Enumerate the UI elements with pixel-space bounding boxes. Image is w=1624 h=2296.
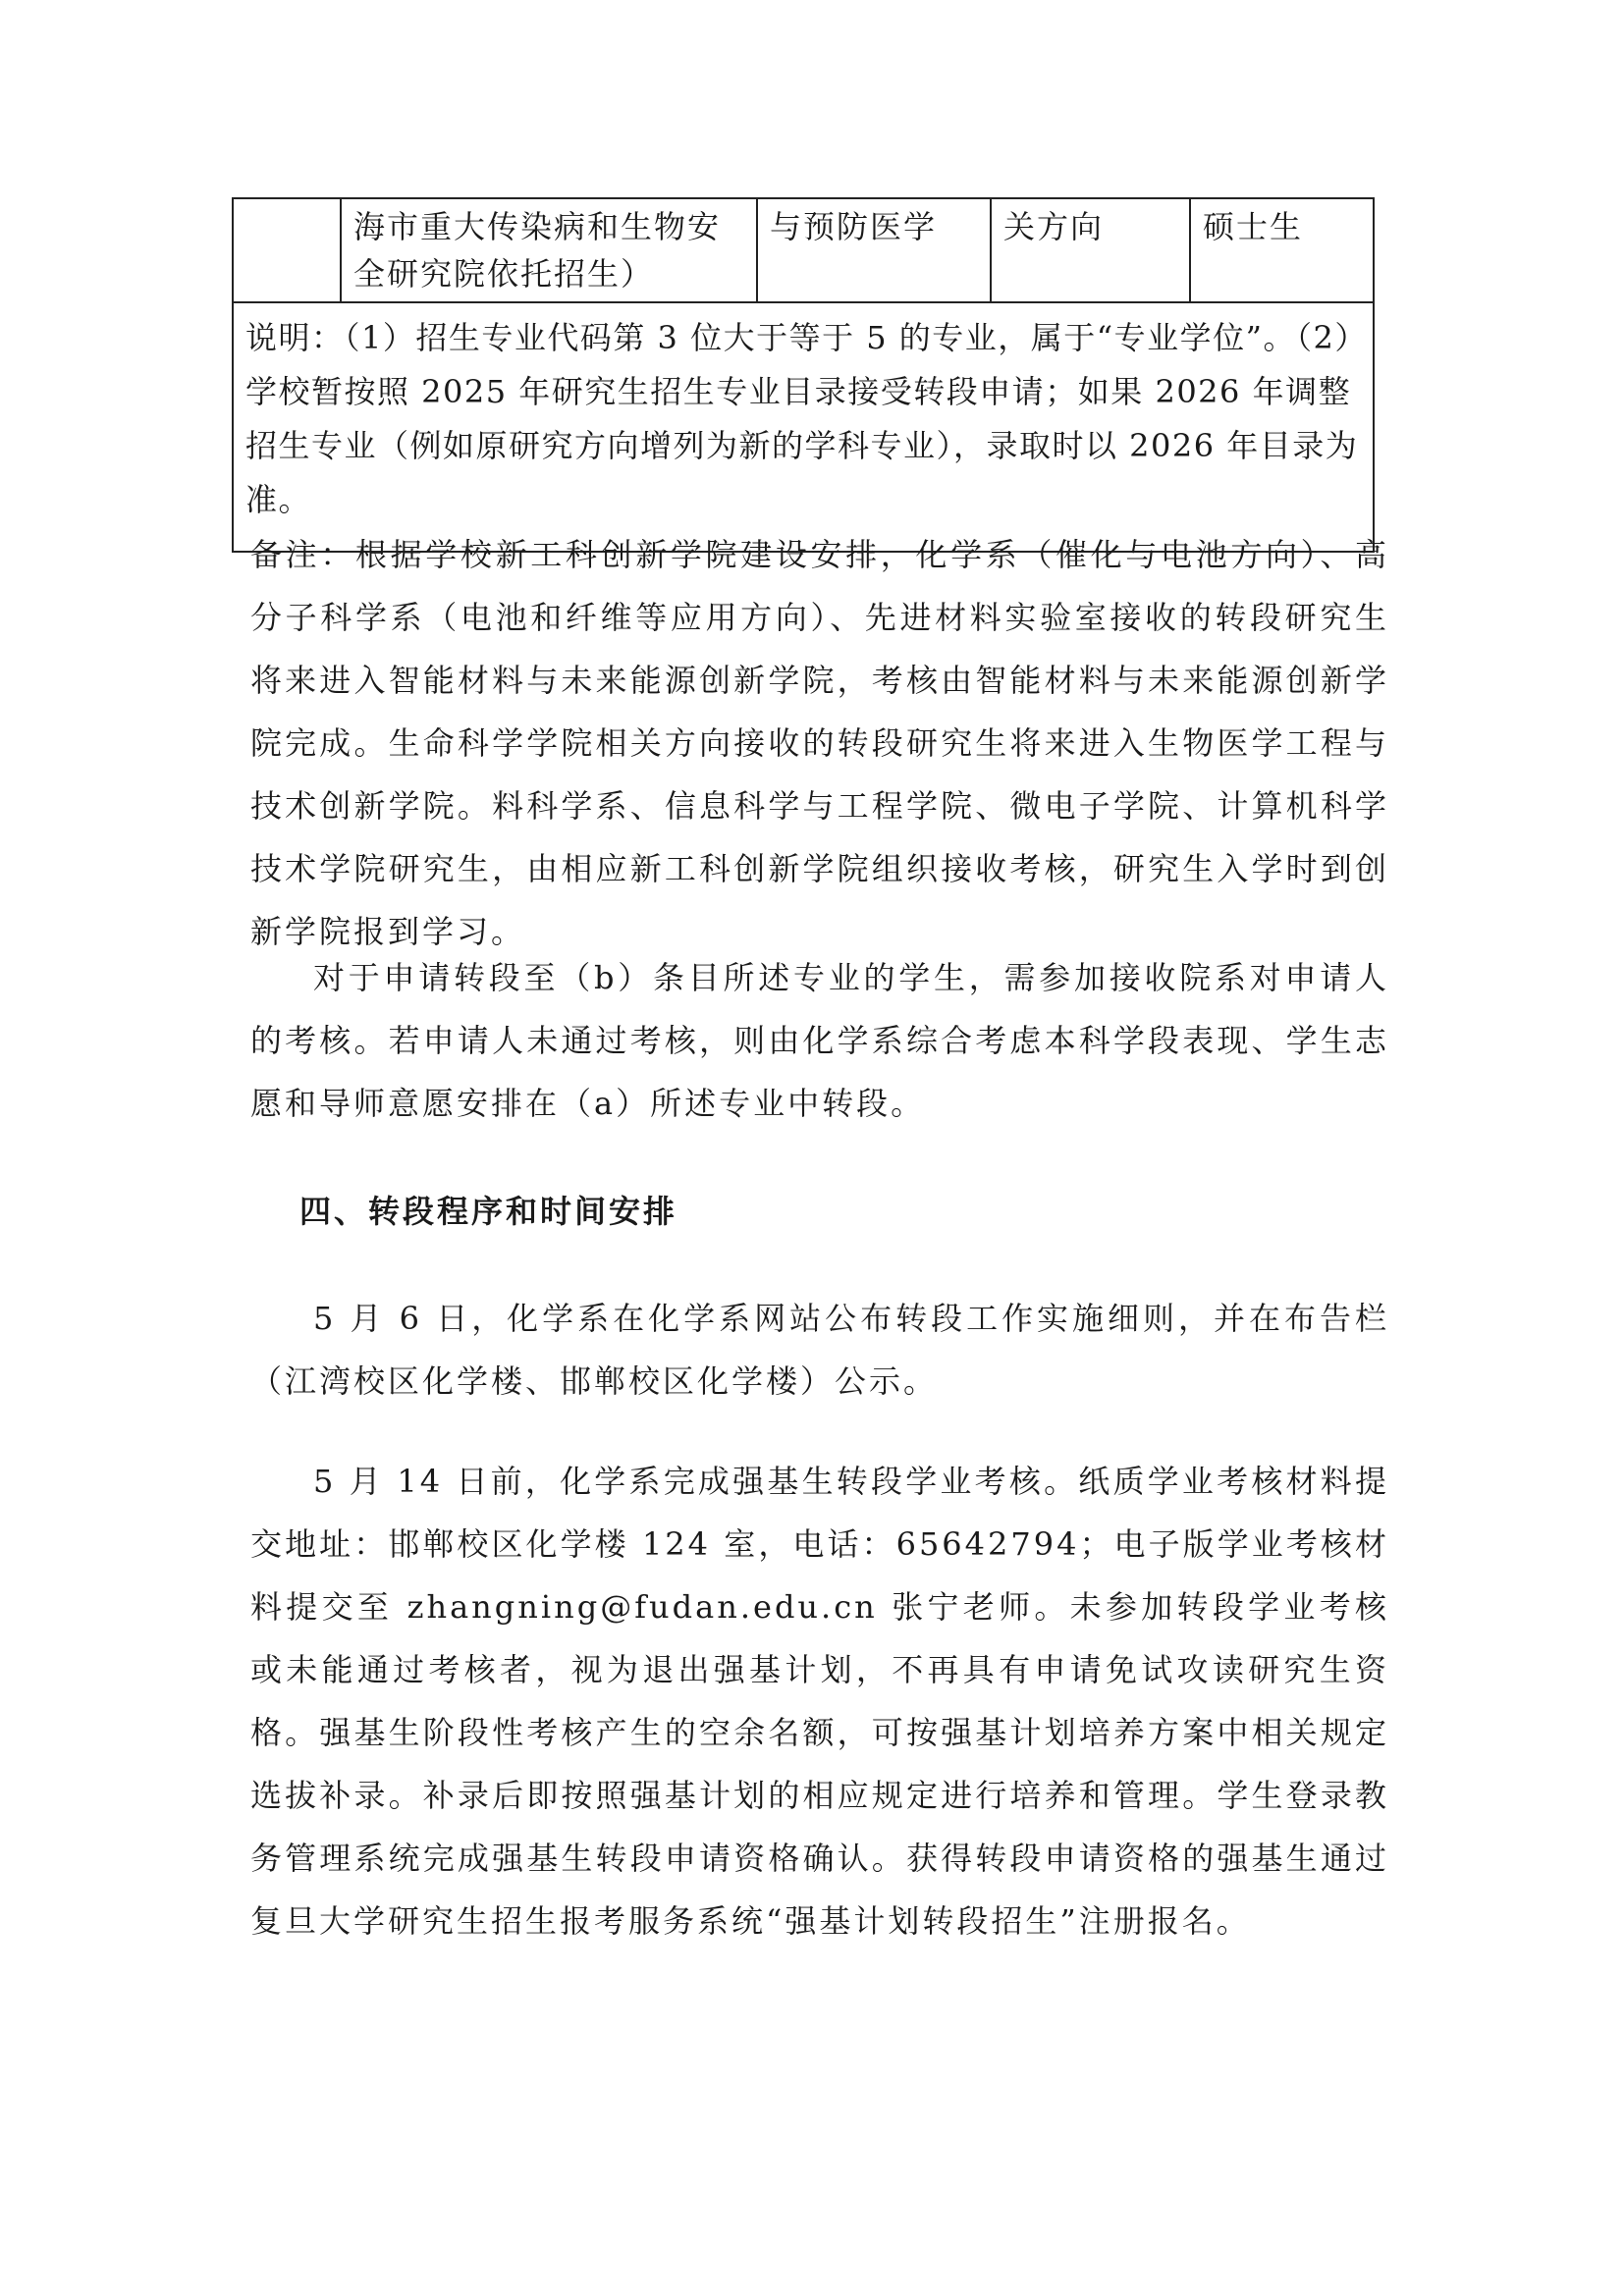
table-note-row (233, 302, 1374, 552)
table-cell-degree-type: 硕士生 (1190, 198, 1374, 302)
table-cell-direction: 关方向 (991, 198, 1190, 302)
paragraph-b-assessment: 对于申请转段至（b）条目所述专业的学生，需参加接收院系对申请人的考核。若申请人未通过考核，则由化学系综合考虑本科学段表现、学生志愿和导师意愿安排在（a）所述专业中转段。 (250, 959, 1389, 1122)
table-cell-college: 海市重大传染病和生物安全研究院依托招生） (341, 198, 757, 302)
remarks-paragraph: 备注：根据学校新工科创新学院建设安排，化学系（催化与电池方向）、高分子科学系（电池和纤维等应用方向）、先进材料实验室接收的转段研究生将来进入智能材料与未来能源创新学院，考核由智能材料与未来能源创新学院完成。生命科学学院相关方向接收的转段研究生将来进入生物医学工程与技术创新学院。料科学系、信息科学与工程学院、微电子学院、计算机科学技术学院研究生，由相应新工科创新学院组织接收考核，研究生入学时到创新学院报到学习。 (250, 536, 1389, 950)
paragraph-may-6: 5 月 6 日，化学系在化学系网站公布转段工作实施细则，并在布告栏（江湾校区化学楼、邯郸校区化学楼）公示。 (250, 1300, 1389, 1400)
major-table (232, 197, 1375, 553)
table-note-cell: 说明：（1）招生专业代码第 3 位大于等于 5 的专业，属于“专业学位”。（2）学校暂按照 2025 年研究生招生专业目录接受转段申请；如果 2026 年调整招生专业（例如原研究方向增列为新的学科专业），录取时以 2026 年目录为准。 (233, 302, 1374, 552)
table-cell-empty (233, 198, 341, 302)
table-cell-major: 与预防医学 (757, 198, 991, 302)
table-row (233, 198, 1374, 302)
section-heading: 四、转段程序和时间安排 (299, 1193, 678, 1230)
paragraph-may-14: 5 月 14 日前，化学系完成强基生转段学业考核。纸质学业考核材料提交地址：邯郸校区化学楼 124 室，电话：65642794；电子版学业考核材料提交至 zhangning@fudan.edu.cn 张宁老师。未参加转段学业考核或未能通过考核者，视为退出强基计划，不再具有申请免试攻读研究生资格。强基生阶段性考核产生的空余名额，可按强基计划培养方案中相关规定选拔补录。补录后即按照强基计划的相应规定进行培养和管理。学生登录教务管理系统完成强基生转段申请资格确认。获得转段申请资格的强基生通过复旦大学研究生招生报考服务系统“强基计划转段招生”注册报名。 (250, 1463, 1389, 1940)
